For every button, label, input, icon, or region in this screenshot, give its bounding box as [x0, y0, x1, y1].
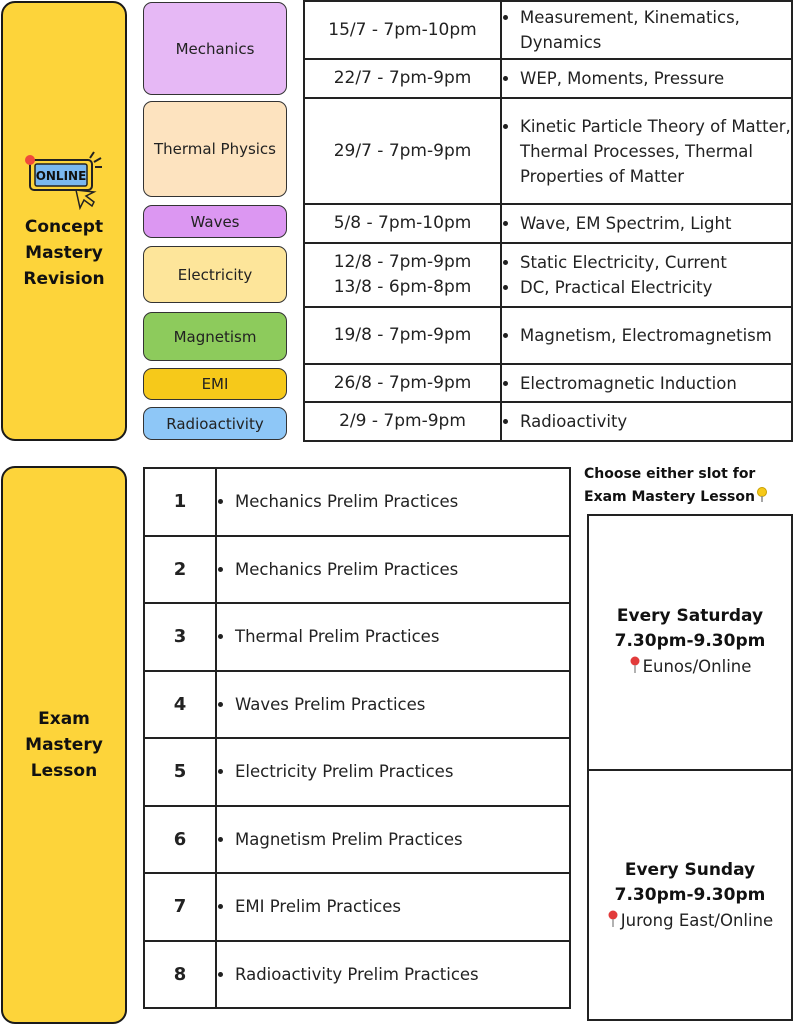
- lesson-bullets: [217, 897, 569, 916]
- lesson-cell: [216, 536, 570, 604]
- lesson-number: 3: [144, 603, 216, 671]
- topic-bullets: [502, 409, 791, 434]
- slot-options: [587, 514, 793, 1021]
- lesson-cell: [216, 806, 570, 874]
- lesson-number: 1: [144, 468, 216, 536]
- schedule-row: [304, 402, 792, 441]
- lesson-bullets: [217, 695, 569, 714]
- topic-emi: EMI: [143, 368, 287, 400]
- schedule-row: [304, 98, 792, 204]
- schedule-row: [304, 307, 792, 364]
- topic-bullet: • Radioactivity: [520, 409, 791, 434]
- topic-bullets: [502, 250, 791, 300]
- schedule-date: [304, 307, 501, 364]
- slot-divider: [589, 769, 791, 771]
- date-line: 5/8 - 7pm-10pm: [333, 213, 472, 233]
- date-line: 12/8 - 7pm-9pm: [333, 252, 472, 272]
- topic-bullets: [502, 211, 791, 236]
- slot-location: [589, 654, 791, 679]
- schedule-date: [304, 1, 501, 59]
- lesson-number: 2: [144, 536, 216, 604]
- slot-location: [589, 908, 791, 933]
- topic-mechanics: Mechanics: [143, 2, 287, 95]
- lesson-number: 5: [144, 738, 216, 806]
- topic-bullet: • WEP, Moments, Pressure: [520, 66, 791, 91]
- lesson-number: 7: [144, 873, 216, 941]
- topic-thermal-physics: Thermal Physics: [143, 101, 287, 197]
- topic-magnetism: Magnetism: [143, 312, 287, 361]
- slot-time: 7.30pm-9.30pm: [614, 631, 766, 651]
- lesson-cell: [216, 468, 570, 536]
- schedule-topics: [501, 204, 792, 243]
- pushpin-icon: [755, 487, 769, 503]
- lesson-label: • Electricity Prelim Practices: [235, 762, 569, 781]
- topic-bullet: • Electromagnetic Induction: [520, 371, 791, 396]
- lessons-table: [143, 467, 571, 1009]
- online-badge: [24, 150, 104, 210]
- topic-bullet: • DC, Practical Electricity: [520, 275, 791, 300]
- schedule-date: [304, 204, 501, 243]
- lesson-bullets: [217, 830, 569, 849]
- topic-bullet: • Wave, EM Spectrim, Light: [520, 211, 791, 236]
- date-line: 2/9 - 7pm-9pm: [339, 411, 466, 431]
- lesson-bullets: [217, 492, 569, 511]
- schedule-row: [304, 243, 792, 307]
- lesson-row: [144, 536, 570, 604]
- exam-mastery-card: [1, 466, 127, 1024]
- schedule-topics: [501, 307, 792, 364]
- date-line: 26/8 - 7pm-9pm: [333, 372, 472, 393]
- schedule-topics: [501, 364, 792, 402]
- schedule-topics: [501, 59, 792, 98]
- lesson-label: • Magnetism Prelim Practices: [235, 830, 569, 849]
- topic-waves: Waves: [143, 205, 287, 238]
- lesson-row: [144, 603, 570, 671]
- lesson-row: [144, 468, 570, 536]
- topic-bullets: [502, 371, 791, 396]
- schedule-date: [304, 402, 501, 441]
- topic-bullet: • Kinetic Particle Theory of Matter, Thermal Processes, Thermal Properties of Matter: [520, 114, 791, 189]
- topic-bullets: [502, 323, 791, 348]
- lesson-cell: [216, 941, 570, 1009]
- schedule-row: [304, 204, 792, 243]
- lesson-label: • Thermal Prelim Practices: [235, 627, 569, 646]
- schedule-row: [304, 59, 792, 98]
- lesson-cell: [216, 738, 570, 806]
- date-line: 15/7 - 7pm-10pm: [328, 19, 477, 40]
- schedule-row: [304, 1, 792, 59]
- slot-1: [589, 604, 791, 679]
- schedule-topics: [501, 1, 792, 59]
- svg-text:ONLINE: ONLINE: [35, 169, 87, 183]
- lesson-row: [144, 671, 570, 739]
- lesson-row: [144, 738, 570, 806]
- slot-day: Every Sunday: [624, 860, 756, 880]
- lesson-label: • Mechanics Prelim Practices: [235, 560, 569, 579]
- lesson-number: 8: [144, 941, 216, 1009]
- lesson-bullets: [217, 560, 569, 579]
- lesson-cell: [216, 671, 570, 739]
- lesson-bullets: [217, 965, 569, 984]
- location-pin-icon: [629, 656, 641, 674]
- concept-mastery-card: [1, 1, 127, 441]
- lesson-label: • Waves Prelim Practices: [235, 695, 569, 714]
- date-line: 29/7 - 7pm-9pm: [333, 140, 472, 161]
- choose-slot-note: Choose either slot for Exam Mastery Lesson: [584, 463, 794, 509]
- schedule-date: [304, 98, 501, 204]
- lesson-label: • Mechanics Prelim Practices: [235, 492, 569, 511]
- topic-bullets: [502, 114, 791, 189]
- lesson-cell: [216, 603, 570, 671]
- schedule-topics: [501, 243, 792, 307]
- exam-title: Exam Mastery Lesson: [25, 709, 103, 781]
- topic-radioactivity: Radioactivity: [143, 407, 287, 440]
- slot-time: 7.30pm-9.30pm: [614, 885, 766, 905]
- topic-bullet: • Measurement, Kinematics, Dynamics: [520, 5, 791, 55]
- slot-location-text: Eunos/Online: [642, 657, 752, 676]
- concept-title: Concept Mastery Revision: [23, 217, 105, 289]
- schedule-date: [304, 59, 501, 98]
- lesson-bullets: [217, 762, 569, 781]
- location-pin-icon: [607, 910, 619, 928]
- topic-bullets: [502, 66, 791, 91]
- schedule-date: [304, 364, 501, 402]
- lesson-bullets: [217, 627, 569, 646]
- schedule-topics: [501, 402, 792, 441]
- date-line: 19/8 - 7pm-9pm: [333, 325, 472, 345]
- lesson-cell: [216, 873, 570, 941]
- lesson-row: [144, 941, 570, 1009]
- topic-bullet: • Magnetism, Electromagnetism: [520, 323, 791, 348]
- slot-location-text: Jurong East/Online: [620, 911, 774, 930]
- lesson-label: • EMI Prelim Practices: [235, 897, 569, 916]
- lesson-row: [144, 806, 570, 874]
- slot-day: Every Saturday: [616, 606, 764, 626]
- slot-2: [589, 858, 791, 933]
- lesson-row: [144, 873, 570, 941]
- date-line: 22/7 - 7pm-9pm: [333, 68, 472, 88]
- topic-bullets: [502, 5, 791, 55]
- topic-bullet: • Static Electricity, Current: [520, 250, 791, 275]
- schedule-date: [304, 243, 501, 307]
- schedule-row: [304, 364, 792, 402]
- schedule-topics: [501, 98, 792, 204]
- online-icon: [24, 150, 104, 210]
- lesson-label: • Radioactivity Prelim Practices: [235, 965, 569, 984]
- lesson-number: 6: [144, 806, 216, 874]
- schedule-table: [303, 0, 793, 442]
- date-line: 13/8 - 6pm-8pm: [333, 277, 472, 297]
- topic-electricity: Electricity: [143, 246, 287, 303]
- lesson-number: 4: [144, 671, 216, 739]
